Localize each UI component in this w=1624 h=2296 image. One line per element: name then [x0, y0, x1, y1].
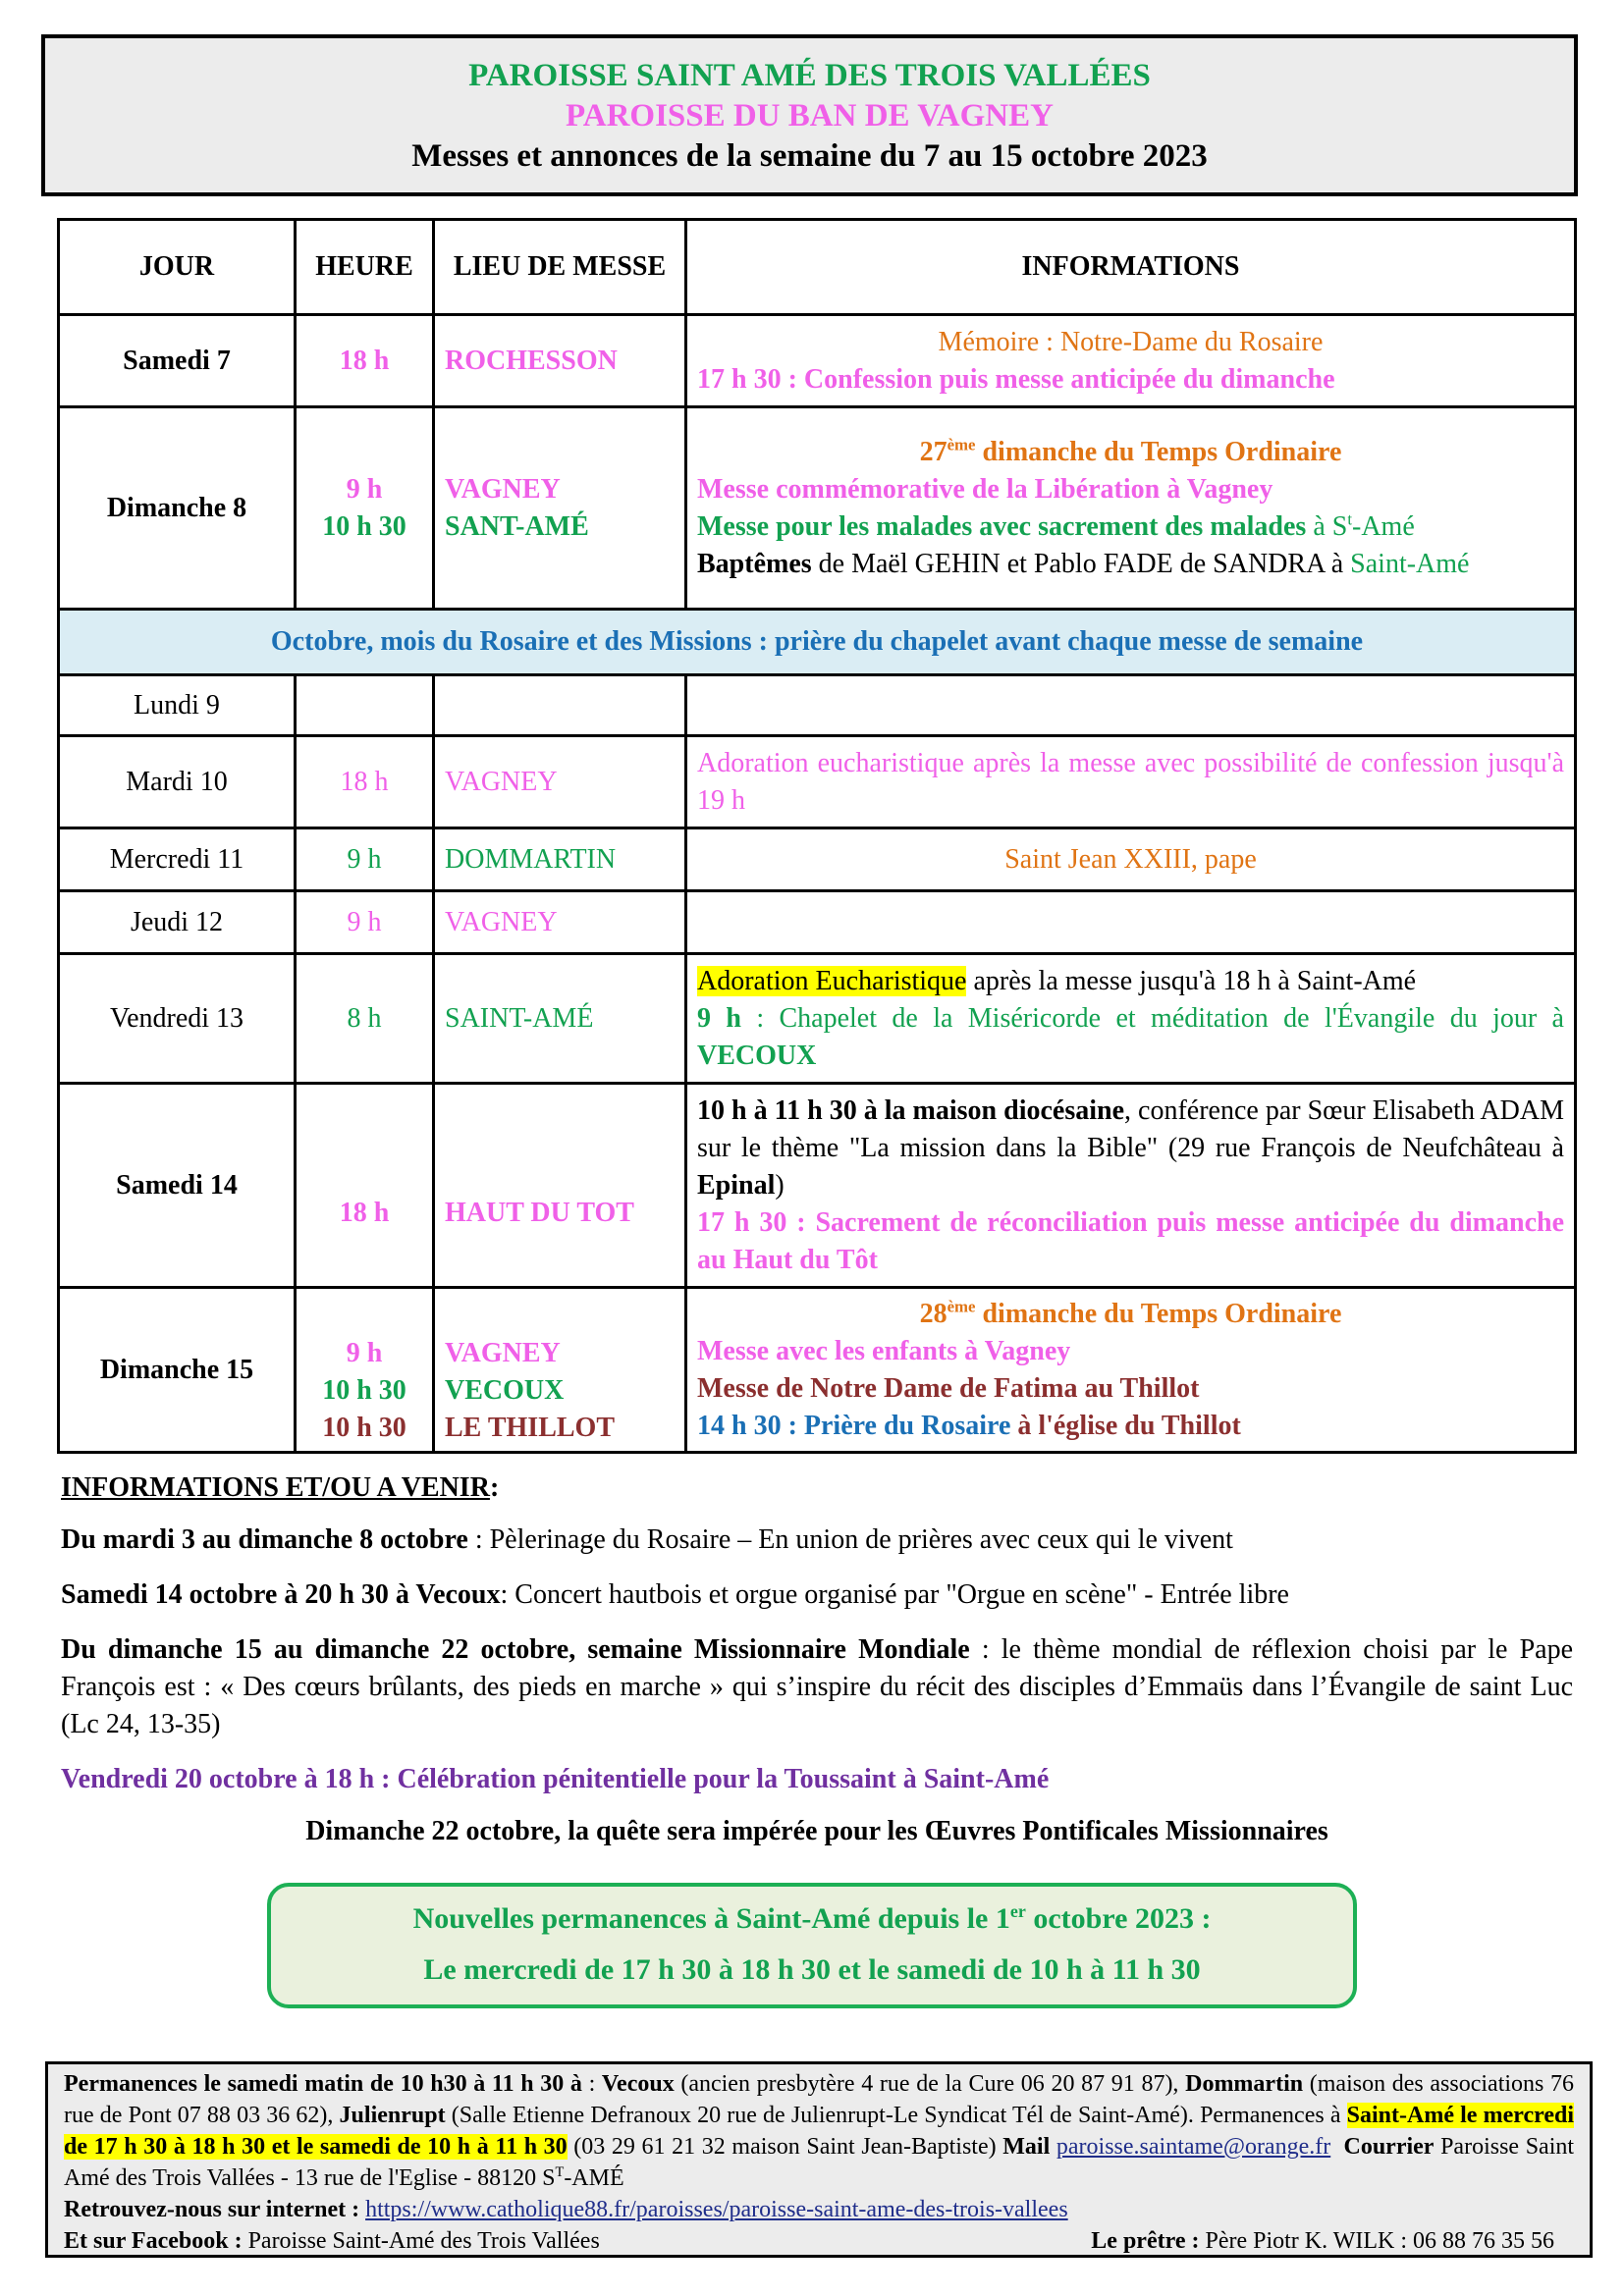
info-line: 17 h 30 : Sacrement de réconciliation puis messe anticipée du dimanche au Haut du Tôt	[697, 1206, 1564, 1275]
info-text: Epinal	[697, 1169, 776, 1201]
info-paragraph	[61, 1576, 1573, 1614]
day-cell: Samedi 7	[59, 315, 296, 407]
info-cell	[686, 675, 1576, 736]
info-cell	[686, 315, 1576, 407]
office-hours-title	[271, 1902, 1353, 1936]
info-text: après la messe jusqu'à 18 h à Saint-Amé	[966, 965, 1417, 996]
footer-text: Julienrupt	[339, 2103, 446, 2128]
info-paragraph	[61, 1522, 1573, 1559]
info-line	[697, 1296, 1564, 1333]
table-row	[59, 1288, 1576, 1453]
info-line: Messe commémorative de la Libération à Vagney	[697, 473, 1273, 505]
table-row	[59, 1084, 1576, 1288]
info-cell	[686, 891, 1576, 954]
parish-title-2: PAROISSE DU BAN DE VAGNEY	[566, 98, 1054, 133]
table-row	[59, 954, 1576, 1084]
info-line	[697, 508, 1564, 546]
footer-text: (maison des associations 76 rue de Pont 07 88 03 36 62),	[64, 2071, 1575, 2128]
place-line: LE THILLOT	[445, 1413, 616, 1443]
place-cell: ROCHESSON	[434, 315, 686, 407]
time-line: 10 h 30	[322, 510, 406, 542]
day-cell: Lundi 9	[59, 675, 296, 736]
time-cell: 18 h	[296, 315, 434, 407]
time-line: 10 h 30	[322, 1413, 406, 1443]
info-line: Messe de Notre Dame de Fatima au Thillot	[697, 1372, 1200, 1404]
info-section-title	[61, 1472, 1573, 1504]
footer-contact-box	[45, 2061, 1593, 2258]
info-text: Saint-Amé	[1350, 548, 1470, 579]
info-line	[697, 434, 1564, 471]
time-cell: 9 h	[296, 891, 434, 954]
info-text: : Pèlerinage du Rosaire – En union de prières avec ceux qui le vivent	[467, 1524, 1233, 1555]
rosary-banner: Octobre, mois du Rosaire et des Missions : prière du chapelet avant chaque messe de semaine	[59, 610, 1576, 675]
office-hours-text: octobre 2023 :	[1025, 1902, 1212, 1935]
info-text: Messe pour les malades avec sacrement des malades	[697, 510, 1307, 542]
footer-text: Et sur Facebook :	[64, 2228, 243, 2254]
info-line: 17 h 30 : Confession puis messe anticipée du dimanche	[697, 363, 1335, 395]
highlighted-text: Saint-Amé le mercredi de 17 h 30 à 18 h 30 et le samedi de 10 h à 11 h 30	[64, 2103, 1575, 2160]
footer-text: Mail	[1002, 2134, 1051, 2160]
info-line: Mémoire : Notre-Dame du Rosaire	[938, 326, 1324, 357]
place-cell: HAUT DU TOT	[434, 1084, 686, 1288]
time-cell: 18 h	[296, 1084, 434, 1288]
info-title-colon: :	[489, 1472, 500, 1503]
table-row	[59, 315, 1576, 407]
ordinal-number: 28	[919, 1298, 947, 1329]
time-cell	[296, 1288, 434, 1453]
info-line	[697, 546, 1564, 583]
highlighted-text: Adoration Eucharistique	[697, 965, 967, 996]
website-link[interactable]: https://www.catholique88.fr/paroisses/paroisse-saint-ame-des-trois-vallees	[365, 2197, 1068, 2222]
priest-info	[1091, 2225, 1554, 2257]
footer-sup: T	[555, 2164, 565, 2180]
place-cell: VAGNEY	[434, 891, 686, 954]
ordinal-suffix: ème	[947, 1297, 976, 1316]
header-jour: JOUR	[59, 220, 296, 315]
info-cell	[686, 954, 1576, 1084]
footer-text: (Salle Etienne Defranoux 20 rue de Julienrupt-Le Syndicat Tél de Saint-Amé). Permanences à	[445, 2103, 1347, 2128]
time-line: 10 h 30	[322, 1375, 406, 1406]
info-text: 9 h	[697, 1002, 741, 1034]
place-line: SANT-AMÉ	[445, 510, 589, 542]
table-header-row	[59, 220, 1576, 315]
info-cell	[686, 407, 1576, 610]
time-cell	[296, 675, 434, 736]
info-cell	[686, 1084, 1576, 1288]
info-line: Messe avec les enfants à Vagney	[697, 1335, 1071, 1366]
place-cell	[434, 675, 686, 736]
info-line	[697, 1000, 1564, 1075]
day-cell: Jeudi 12	[59, 891, 296, 954]
footer-text: Paroisse Saint-Amé des Trois Vallées	[242, 2228, 600, 2254]
footer-website	[64, 2194, 1574, 2225]
time-line: 9 h	[346, 1338, 383, 1368]
info-text: : le thème mondial de réflexion choisi par le Pape François est : « Des cœurs brûlants, des pieds en marche » qui s’inspire du récit des disciples d’Emmaüs dans l’Évangile de saint Luc (Lc 24, 13-35)	[61, 1634, 1573, 1739]
time-cell: 18 h	[296, 736, 434, 828]
info-text: à l'église du Thillot	[1010, 1410, 1241, 1441]
footer-text: Permanences le samedi matin de 10 h30 à 11 h 30 à	[64, 2071, 582, 2097]
info-line	[697, 1408, 1564, 1445]
info-text: Du mardi 3 au dimanche 8 octobre	[61, 1524, 468, 1555]
footer-text: -AMÉ	[564, 2165, 624, 2191]
footer-text: :	[581, 2071, 602, 2097]
table-row	[59, 675, 1576, 736]
office-hours-schedule: Le mercredi de 17 h 30 à 18 h 30 et le samedi de 10 h à 11 h 30	[423, 1953, 1201, 1986]
info-text: Samedi 14 octobre à 20 h 30 à Vecoux	[61, 1579, 501, 1610]
table-row	[59, 407, 1576, 610]
info-text: -Amé	[1352, 510, 1415, 542]
footer-text: Père Piotr K. WILK : 06 88 76 35 56	[1199, 2228, 1554, 2254]
info-cell	[686, 1288, 1576, 1453]
day-cell: Mardi 10	[59, 736, 296, 828]
footer-text: (03 29 61 21 32 maison Saint Jean-Baptiste)	[567, 2134, 1003, 2160]
time-cell	[296, 407, 434, 610]
info-text: de Maël GEHIN et Pablo FADE de SANDRA à	[811, 548, 1351, 579]
info-cell: Adoration eucharistique après la messe avec possibilité de confession jusqu'à 19 h	[686, 736, 1576, 828]
info-sup: t	[1347, 509, 1352, 529]
facebook-info	[64, 2225, 600, 2257]
footer-permanences	[64, 2068, 1574, 2194]
info-text: à S	[1306, 510, 1348, 542]
new-office-hours-box	[267, 1883, 1357, 2008]
ordinal-suffix: ème	[947, 435, 976, 454]
place-cell: SAINT-AMÉ	[434, 954, 686, 1084]
place-cell	[434, 407, 686, 610]
info-paragraph: Vendredi 20 octobre à 18 h : Célébration pénitentielle pour la Toussaint à Saint-Amé	[61, 1764, 1050, 1794]
footer-text: Le prêtre :	[1091, 2228, 1200, 2254]
info-text: , conférence par Sœur Elisabeth ADAM sur le thème "La mission dans la Bible" (29 rue François de Neufchâteau à	[697, 1095, 1564, 1163]
footer-text: Courrier	[1343, 2134, 1435, 2160]
info-text: : Chapelet de la Miséricorde et méditation de l'Évangile du jour à	[740, 1002, 1564, 1034]
place-line: VAGNEY	[445, 1338, 561, 1368]
place-cell: DOMMARTIN	[434, 828, 686, 891]
time-line: 9 h	[346, 473, 383, 505]
info-text: Baptêmes	[697, 548, 812, 579]
day-cell: Dimanche 15	[59, 1288, 296, 1453]
info-line	[697, 1093, 1564, 1204]
place-line: VECOUX	[445, 1375, 565, 1406]
footer-text: (ancien presbytère 4 rue de la Cure 06 20 87 91 87),	[674, 2071, 1186, 2097]
info-text: dimanche du Temps Ordinaire	[975, 1298, 1342, 1329]
place-line: VAGNEY	[445, 473, 561, 505]
table-row	[59, 828, 1576, 891]
info-cell: Saint Jean XXIII, pape	[686, 828, 1576, 891]
office-hours-sup: er	[1009, 1901, 1026, 1921]
header-lieu: LIEU DE MESSE	[434, 220, 686, 315]
mass-schedule-table	[57, 218, 1577, 1454]
info-text: )	[775, 1169, 785, 1201]
time-cell: 9 h	[296, 828, 434, 891]
info-paragraph	[61, 1631, 1573, 1743]
office-hours-text: Nouvelles permanences à Saint-Amé depuis le 1	[412, 1902, 1010, 1935]
footer-text: Paroisse Saint Amé des Trois Vallées - 13 rue de l'Eglise - 88120 S	[64, 2134, 1575, 2191]
day-cell: Samedi 14	[59, 1084, 296, 1288]
table-row	[59, 891, 1576, 954]
footer-text: Dommartin	[1185, 2071, 1304, 2097]
place-cell	[434, 1288, 686, 1453]
info-text: VECOUX	[697, 1040, 817, 1071]
place-cell: VAGNEY	[434, 736, 686, 828]
info-text: : Concert hautbois et orgue organisé par "Orgue en scène" - Entrée libre	[500, 1579, 1289, 1610]
day-cell: Dimanche 8	[59, 407, 296, 610]
ordinal-number: 27	[919, 436, 947, 467]
footer-last-line	[64, 2225, 1574, 2257]
footer-text: Vecoux	[601, 2071, 675, 2097]
parish-title-1: PAROISSE SAINT AMÉ DES TROIS VALLÉES	[468, 58, 1151, 93]
table-row	[59, 736, 1576, 828]
day-cell: Vendredi 13	[59, 954, 296, 1084]
info-title-text: INFORMATIONS ET/OU A VENIR	[61, 1472, 490, 1503]
header-heure: HEURE	[296, 220, 434, 315]
header-box	[41, 34, 1578, 196]
header-info: INFORMATIONS	[686, 220, 1576, 315]
info-text: 10 h à 11 h 30 à la maison diocésaine	[697, 1095, 1125, 1126]
info-line	[697, 963, 1564, 1000]
upcoming-info-section	[61, 1472, 1573, 1847]
day-cell: Mercredi 11	[59, 828, 296, 891]
time-cell: 8 h	[296, 954, 434, 1084]
email-link[interactable]: paroisse.saintame@orange.fr	[1056, 2134, 1331, 2160]
info-text: dimanche du Temps Ordinaire	[975, 436, 1342, 467]
info-text: 14 h 30 : Prière du Rosaire	[697, 1410, 1011, 1441]
info-paragraph: Dimanche 22 octobre, la quête sera impérée pour les Œuvres Pontificales Missionnaires	[305, 1816, 1328, 1846]
info-text: Du dimanche 15 au dimanche 22 octobre, semaine Missionnaire Mondiale	[61, 1634, 970, 1665]
footer-text: Retrouvez-nous sur internet :	[64, 2197, 360, 2222]
rosary-banner-row	[59, 610, 1576, 675]
week-subtitle: Messes et annonces de la semaine du 7 au 15 octobre 2023	[411, 138, 1208, 174]
